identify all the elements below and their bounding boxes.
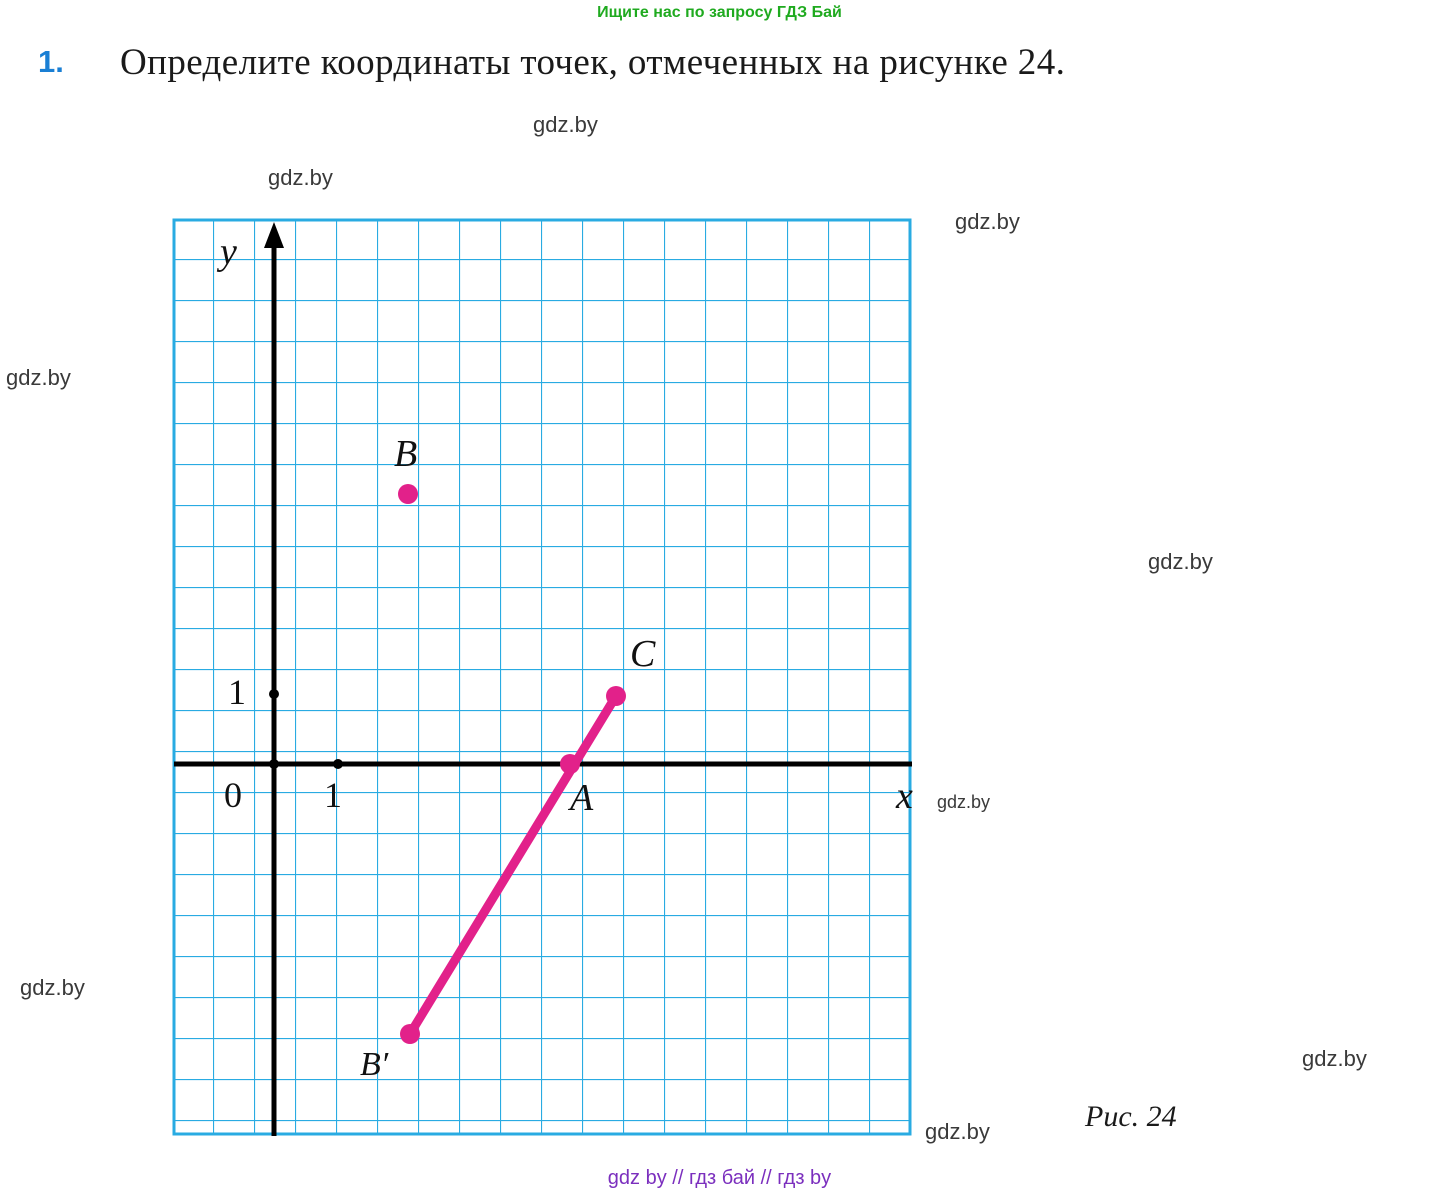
task-number: 1. xyxy=(38,44,64,79)
watermark: gdz.by xyxy=(1148,549,1213,574)
x-unit-tick xyxy=(333,759,343,769)
point-bprime xyxy=(400,1024,420,1044)
bottom-banner: gdz by // гдз бай // гдз by xyxy=(607,1167,832,1189)
coordinate-plane-svg xyxy=(172,218,912,1136)
coordinate-figure xyxy=(172,218,912,1136)
watermark: gdz.by xyxy=(937,792,991,812)
point-label-c: C xyxy=(630,633,656,675)
watermark: gdz.by xyxy=(533,112,598,137)
x-axis-label: x xyxy=(896,775,913,817)
y-axis-label: y xyxy=(220,231,237,273)
watermark: gdz.by xyxy=(955,209,1020,234)
point-b xyxy=(398,484,418,504)
point-label-b: B xyxy=(394,433,418,475)
origin-tick xyxy=(269,759,279,769)
y-unit-label: 1 xyxy=(228,672,246,712)
point-c xyxy=(606,686,626,706)
x-unit-label: 1 xyxy=(324,775,342,815)
grid-background xyxy=(174,220,910,1134)
point-label-a: A xyxy=(570,777,594,819)
y-unit-tick xyxy=(269,689,279,699)
watermark: gdz.by xyxy=(20,975,85,1000)
task-text: Определите координаты точек, отмеченных на рисунке 24. xyxy=(120,42,1066,83)
watermark: gdz.by xyxy=(1302,1046,1367,1071)
point-a xyxy=(560,754,580,774)
top-banner: Ищите нас по запросу ГДЗ Бай xyxy=(597,4,842,21)
origin-label: 0 xyxy=(224,775,242,815)
watermark: gdz.by xyxy=(268,165,333,190)
point-label-bprime: B′ xyxy=(360,1046,389,1083)
watermark: gdz.by xyxy=(925,1119,990,1144)
figure-caption: Рис. 24 xyxy=(1085,1100,1177,1133)
watermark: gdz.by xyxy=(6,365,71,390)
